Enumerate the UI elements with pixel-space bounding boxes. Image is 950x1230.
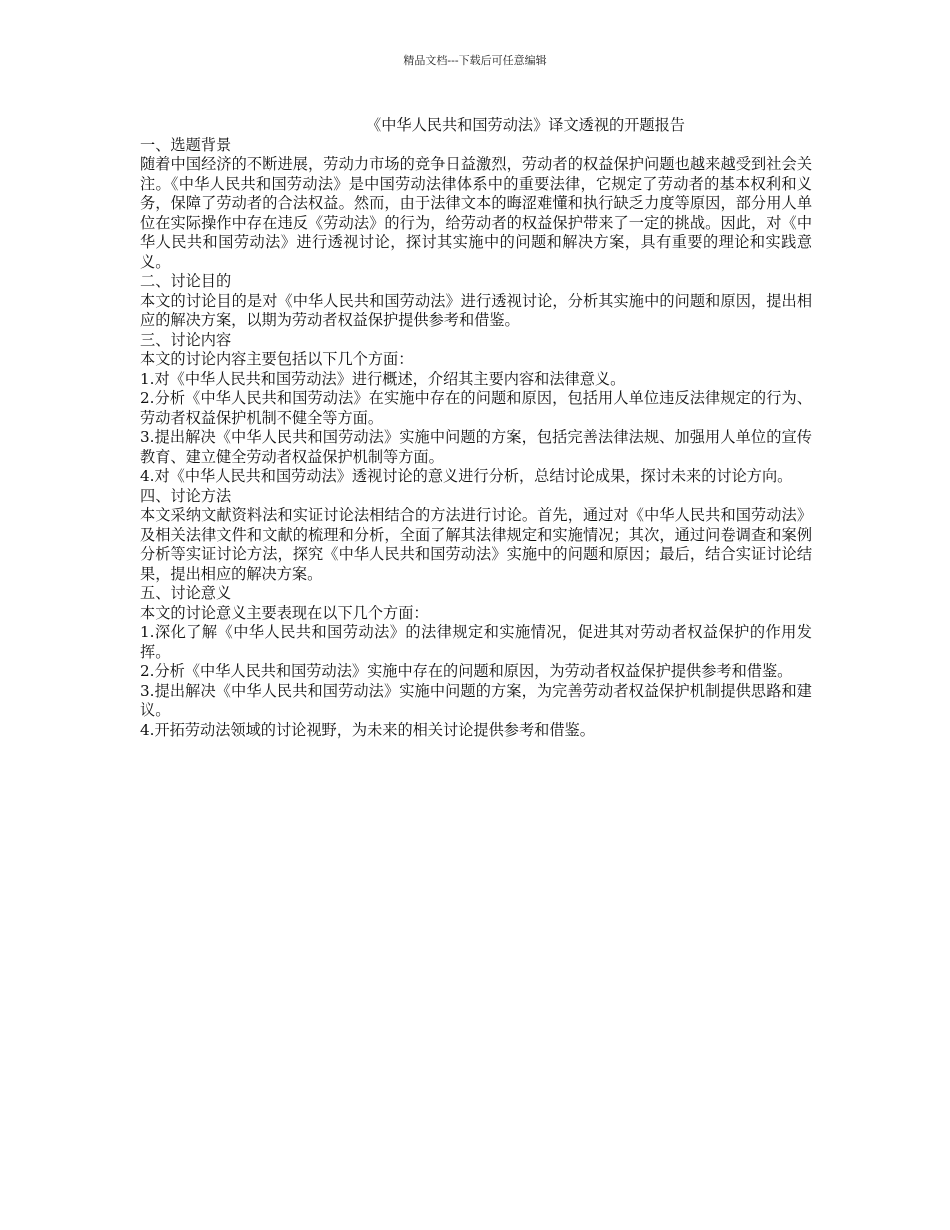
section-heading: 三、讨论内容 <box>140 330 232 349</box>
page-header: 精品文档---下载后可任意编辑 <box>403 54 547 67</box>
list-item: 2.分析《中华人民共和国劳动法》实施中存在的问题和原因，为劳动者权益保护提供参考和借鉴。 <box>140 662 793 680</box>
paragraph: 本文采纳文献资料法和实证讨论法相结合的方法进行讨论。首先，通过对《中华人民共和国劳动法》及相关法律文件和文献的梳理和分析，全面了解其法律规定和实施情况；其次，通过问卷调查和案例分析等实证讨论方法，探究《中华人民共和国劳动法》实施中的问题和原因；最后，结合实证讨论结果，提出相应的解决方案。 <box>140 506 812 583</box>
section-heading: 一、选题背景 <box>140 135 232 154</box>
paragraph: 本文的讨论意义主要表现在以下几个方面： <box>140 603 429 622</box>
section-content <box>140 331 812 487</box>
section-heading: 五、讨论意义 <box>140 584 232 602</box>
section-significance <box>140 584 812 740</box>
paragraph: 随着中国经济的不断进展，劳动力市场的竞争日益激烈，劳动者的权益保护问题也越来越受到社会关注。《中华人民共和国劳动法》是中国劳动法律体系中的重要法律，它规定了劳动者的基本权利和义务，保障了劳动者的合法权益。然而，由于法律文本的晦涩难懂和执行缺乏力度等原因，部分用人单位在实际操作中存在违反《劳动法》的行为，给劳动者的权益保护带来了一定的挑战。因此，对《中华人民共和国劳动法》进行透视讨论，探讨其实施中的问题和解决方案，具有重要的理论和实践意义。 <box>140 155 812 271</box>
list-item: 4.开拓劳动法领域的讨论视野，为未来的相关讨论提供参考和借鉴。 <box>140 720 595 739</box>
paragraph: 本文的讨论内容主要包括以下几个方面： <box>140 350 414 368</box>
section-purpose <box>140 272 812 331</box>
list-item: 4.对《中华人民共和国劳动法》透视讨论的意义进行分析，总结讨论成果，探讨未来的讨论方向。 <box>140 467 793 485</box>
list-item: 2.分析《中华人民共和国劳动法》在实施中存在的问题和原因，包括用人单位违反法律规定的行为、劳动者权益保护机制不健全等方面。 <box>140 389 812 427</box>
document-title: 《中华人民共和国劳动法》译文透视的开题报告 <box>366 116 685 134</box>
section-background <box>140 136 812 273</box>
section-method <box>140 487 812 585</box>
list-item: 1.深化了解《中华人民共和国劳动法》的法律规定和实施情况，促进其对劳动者权益保护的作用发挥。 <box>140 623 812 661</box>
list-item: 3.提出解决《中华人民共和国劳动法》实施中问题的方案，包括完善法律法规、加强用人单位的宣传教育、建立健全劳动者权益保护机制等方面。 <box>140 428 812 466</box>
paragraph: 本文的讨论目的是对《中华人民共和国劳动法》进行透视讨论，分析其实施中的问题和原因，提出相应的解决方案，以期为劳动者权益保护提供参考和借鉴。 <box>140 291 812 329</box>
section-heading: 二、讨论目的 <box>140 272 232 290</box>
section-heading: 四、讨论方法 <box>140 486 232 505</box>
document-body <box>140 116 812 740</box>
list-item: 3.提出解决《中华人民共和国劳动法》实施中问题的方案，为完善劳动者权益保护机制提供思路和建议。 <box>140 681 812 719</box>
list-item: 1.对《中华人民共和国劳动法》进行概述，介绍其主要内容和法律意义。 <box>140 369 626 388</box>
